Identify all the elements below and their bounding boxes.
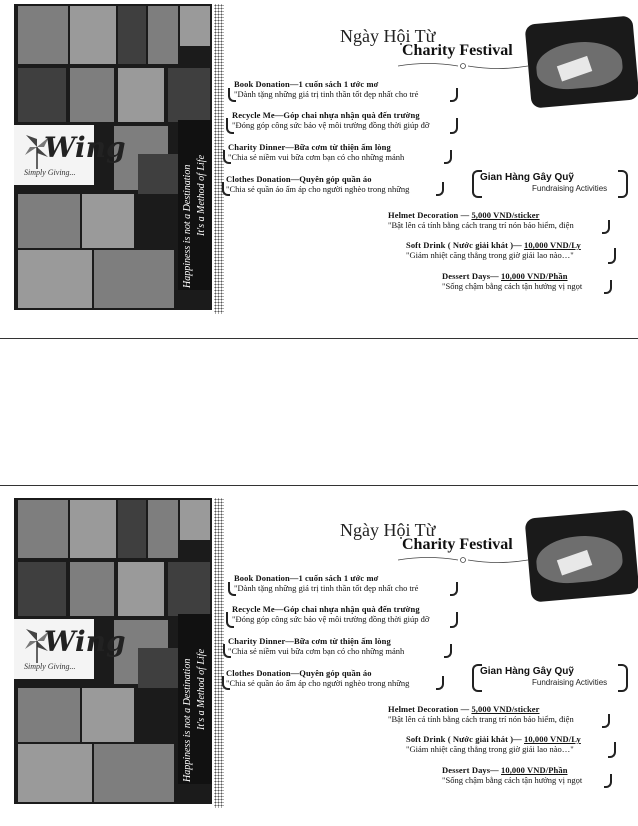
photo-laughing: [118, 562, 164, 616]
sale-item: [388, 704, 606, 724]
title-english: Charity Festival: [402, 42, 513, 59]
flyer: [0, 494, 638, 824]
sale-price: 10,000 VND/Ly: [523, 240, 581, 250]
bracket-right: [608, 742, 616, 758]
activity-item: [234, 573, 454, 593]
photo-old-man: [18, 194, 80, 248]
sale-name: Soft Drink ( Nước giải khát )—: [406, 734, 524, 744]
fundraising-subtitle: Fundraising Activities: [532, 184, 608, 193]
bracket-right: [450, 612, 458, 628]
activity-item: [226, 174, 444, 194]
activity-item: [228, 142, 452, 162]
bracket-right: [618, 170, 628, 198]
sale-item: [442, 271, 612, 291]
photo-elder-smiling: [70, 6, 116, 64]
activity-item: [232, 604, 454, 624]
activity-heading: Recycle Me—Góp chai nhựa nhận quà đến trường: [232, 110, 420, 120]
title-english: Charity Festival: [402, 536, 513, 553]
sale-item: [442, 765, 612, 785]
activity-desc: "Đóng góp công sức bảo vệ môi trường đồng thời giúp đỡ: [232, 614, 430, 624]
sale-price: 5,000 VND/sticker: [471, 704, 540, 714]
activity-item: [228, 636, 452, 656]
fundraising-title: Gian Hàng Gây Quỹ: [480, 666, 574, 677]
activity-heading: Book Donation—1 cuốn sách 1 ước mơ: [234, 573, 379, 583]
activity-item: [234, 79, 454, 99]
fundraising-subtitle: Fundraising Activities: [532, 678, 608, 687]
sale-desc: "Giảm nhiệt căng thẳng trong giờ giải lao nào…": [406, 250, 574, 260]
title-vietnamese: Ngày Hội Từ: [340, 26, 436, 46]
sale-price: 10,000 VND/Phần: [501, 271, 568, 281]
photo-portrait: [148, 500, 178, 558]
activity-heading: Clothes Donation—Quyên góp quần áo: [226, 174, 372, 184]
bracket-right: [618, 664, 628, 692]
sale-item: [388, 210, 606, 230]
activity-desc: "Chia sẻ quần áo ấm áp cho người nghèo trong những: [226, 678, 410, 688]
sale-desc: "Sống chậm bằng cách tận hưởng vị ngọt: [442, 281, 583, 291]
bracket-right: [602, 714, 610, 728]
activity-heading: Charity Dinner—Bữa cơm từ thiện ấm lòng: [228, 636, 391, 646]
photo-portrait: [148, 6, 178, 64]
bracket-left: [222, 676, 230, 690]
sale-desc: "Bật lên cá tính bằng cách trang trí nón bảo hiểm, điện: [388, 220, 574, 230]
photo-elder-smiling: [70, 500, 116, 558]
bracket-right: [604, 774, 612, 788]
motto-line-1: Happiness is not a Destination: [182, 164, 193, 288]
motto-line-1: Happiness is not a Destination: [182, 658, 193, 782]
bracket-right: [608, 248, 616, 264]
sale-desc: "Giảm nhiệt căng thẳng trong giờ giải lao nào…": [406, 744, 574, 754]
wing-logo: [14, 125, 126, 185]
fundraising-title: Gian Hàng Gây Quỹ: [480, 172, 574, 183]
vertical-motto: [178, 120, 212, 290]
sale-name: Dessert Days—: [442, 765, 501, 775]
sale-name: Soft Drink ( Nước giải khát )—: [406, 240, 524, 250]
photo-dark: [118, 6, 146, 64]
hands-photo: [525, 509, 638, 602]
photo-street: [138, 648, 178, 688]
bracket-left: [223, 150, 231, 164]
bracket-right: [450, 582, 458, 596]
flourish-icon: [398, 61, 528, 71]
bracket-left: [226, 612, 234, 628]
bracket-right: [602, 220, 610, 234]
bracket-right: [450, 88, 458, 102]
wing-logo: [14, 619, 126, 679]
photo-crowd: [168, 68, 210, 122]
sale-desc: "Sống chậm bằng cách tận hưởng vị ngọt: [442, 775, 583, 785]
sale-price: 5,000 VND/sticker: [471, 210, 540, 220]
photo-wrinkled-face: [18, 744, 92, 802]
bracket-left: [223, 644, 231, 658]
page-divider: [0, 338, 638, 339]
page-divider: [0, 485, 638, 486]
photo-old-man: [18, 688, 80, 742]
sale-name: Dessert Days—: [442, 271, 501, 281]
sale-item: [406, 240, 612, 260]
sale-desc: "Bật lên cá tính bằng cách trang trí nón bảo hiểm, điện: [388, 714, 574, 724]
photo-vendor: [94, 250, 174, 308]
logo-word: Wing: [44, 131, 126, 164]
sale-price: 10,000 VND/Ly: [523, 734, 581, 744]
activity-heading: Book Donation—1 cuốn sách 1 ước mơ: [234, 79, 379, 89]
photo-child: [18, 500, 68, 558]
activity-desc: "Dành tặng những giá trị tinh thần tốt đẹp nhất cho trẻ: [234, 583, 419, 593]
photo-boy: [70, 562, 114, 616]
activity-desc: "Đóng góp công sức bảo vệ môi trường đồng thời giúp đỡ: [232, 120, 430, 130]
activity-desc: "Dành tặng những giá trị tinh thần tốt đẹp nhất cho trẻ: [234, 89, 419, 99]
activity-item: [232, 110, 454, 130]
sale-name: Helmet Decoration —: [388, 704, 472, 714]
flyer: [0, 0, 638, 330]
photo-boy: [70, 68, 114, 122]
activity-desc: "Chia sẻ quần áo ấm áp cho người nghèo trong những: [226, 184, 410, 194]
photo-child: [18, 6, 68, 64]
sale-name: Helmet Decoration —: [388, 210, 472, 220]
photo-old-woman: [82, 688, 134, 742]
vertical-motto: [178, 614, 212, 784]
hands-photo: [525, 15, 638, 108]
photo-face: [180, 500, 210, 540]
bracket-left: [222, 182, 230, 196]
bracket-right: [450, 118, 458, 134]
photo-group: [18, 68, 66, 122]
activity-heading: Clothes Donation—Quyên góp quần áo: [226, 668, 372, 678]
bracket-left: [228, 88, 236, 102]
photo-vendor: [94, 744, 174, 802]
bracket-left: [226, 118, 234, 134]
photo-group: [18, 562, 66, 616]
bracket-right: [604, 280, 612, 294]
photo-face: [180, 6, 210, 46]
photo-street: [138, 154, 178, 194]
photo-crowd: [168, 562, 210, 616]
activity-desc: "Chia sẻ niềm vui bữa cơm bạn có cho những mảnh: [228, 152, 405, 162]
photo-dark: [118, 500, 146, 558]
sale-item: [406, 734, 612, 754]
title-vietnamese: Ngày Hội Từ: [340, 520, 436, 540]
logo-tagline: Simply Giving...: [24, 168, 76, 177]
activity-item: [226, 668, 444, 688]
flourish-icon: [398, 555, 528, 565]
photo-wrinkled-face: [18, 250, 92, 308]
activity-heading: Charity Dinner—Bữa cơm từ thiện ấm lòng: [228, 142, 391, 152]
activity-heading: Recycle Me—Góp chai nhựa nhận quà đến trường: [232, 604, 420, 614]
sale-price: 10,000 VND/Phần: [501, 765, 568, 775]
logo-word: Wing: [44, 625, 126, 658]
motto-line-2: It's a Method of Life: [196, 648, 207, 730]
bracket-left: [228, 582, 236, 596]
motto-line-2: It's a Method of Life: [196, 154, 207, 236]
photo-laughing: [118, 68, 164, 122]
photo-old-woman: [82, 194, 134, 248]
logo-tagline: Simply Giving...: [24, 662, 76, 671]
activity-desc: "Chia sẻ niềm vui bữa cơm bạn có cho những mảnh: [228, 646, 405, 656]
